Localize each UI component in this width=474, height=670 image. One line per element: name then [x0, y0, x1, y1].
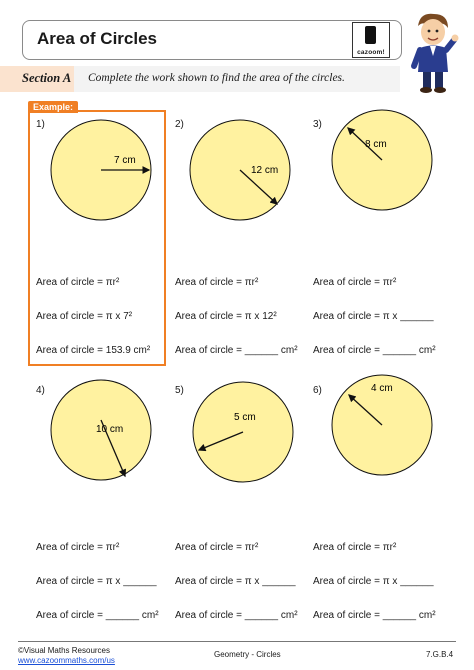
- q6-line1: Area of circle = πr²: [313, 542, 397, 553]
- q3-line1: Area of circle = πr²: [313, 277, 397, 288]
- q3-line3[interactable]: Area of circle = ______ cm²: [313, 345, 436, 356]
- page-title: Area of Circles: [37, 29, 157, 48]
- q2-line3[interactable]: Area of circle = ______ cm²: [175, 345, 298, 356]
- q1-line2: Area of circle = π x 7²: [36, 311, 133, 322]
- circle-1: [51, 120, 151, 220]
- footer-rule: [18, 641, 456, 642]
- circle-4-value: 10 cm: [96, 424, 124, 435]
- q2-line2: Area of circle = π x 12²: [175, 311, 277, 322]
- q4-line1: Area of circle = πr²: [36, 542, 120, 553]
- logo-text: cazoom!: [357, 49, 385, 56]
- circle-5: [193, 382, 293, 482]
- q4-line3[interactable]: Area of circle = ______ cm²: [36, 610, 159, 621]
- q2-line1: Area of circle = πr²: [175, 277, 259, 288]
- q5-line1: Area of circle = πr²: [175, 542, 259, 553]
- q1-line1: Area of circle = πr²: [36, 277, 120, 288]
- footer-left: [18, 646, 115, 666]
- circle-3: [332, 110, 432, 210]
- instruction-text: Complete the work shown to find the area of the circles.: [88, 72, 345, 84]
- q5-line2[interactable]: Area of circle = π x ______: [175, 576, 296, 587]
- q4-line2[interactable]: Area of circle = π x ______: [36, 576, 157, 587]
- circle-2: [190, 120, 290, 220]
- circle-4: [51, 380, 151, 480]
- question-number-1: 1): [36, 119, 45, 130]
- question-number-6: 6): [313, 385, 322, 396]
- footer-topic: Geometry - Circles: [214, 650, 281, 659]
- circle-6: [332, 375, 432, 475]
- q3-line2[interactable]: Area of circle = π x ______: [313, 311, 434, 322]
- q1-line3: Area of circle = 153.9 cm²: [36, 345, 151, 356]
- circle-3-value: 8 cm: [365, 139, 387, 150]
- q6-line3[interactable]: Area of circle = ______ cm²: [313, 610, 436, 621]
- question-number-3: 3): [313, 119, 322, 130]
- circle-6-value: 4 cm: [371, 383, 393, 394]
- circle-2-value: 12 cm: [251, 165, 279, 176]
- question-number-4: 4): [36, 385, 45, 396]
- example-label: Example:: [28, 101, 78, 113]
- q6-line2[interactable]: Area of circle = π x ______: [313, 576, 434, 587]
- question-number-2: 2): [175, 119, 184, 130]
- footer-link[interactable]: www.cazoommaths.com/us: [18, 656, 115, 665]
- section-label: Section A: [22, 71, 72, 85]
- question-number-5: 5): [175, 385, 184, 396]
- q5-line3[interactable]: Area of circle = ______ cm²: [175, 610, 298, 621]
- footer-copyright: ©Visual Maths Resources: [18, 646, 111, 655]
- footer-code: 7.G.B.4: [426, 650, 454, 659]
- circle-1-value: 7 cm: [114, 155, 136, 166]
- circle-5-value: 5 cm: [234, 412, 256, 423]
